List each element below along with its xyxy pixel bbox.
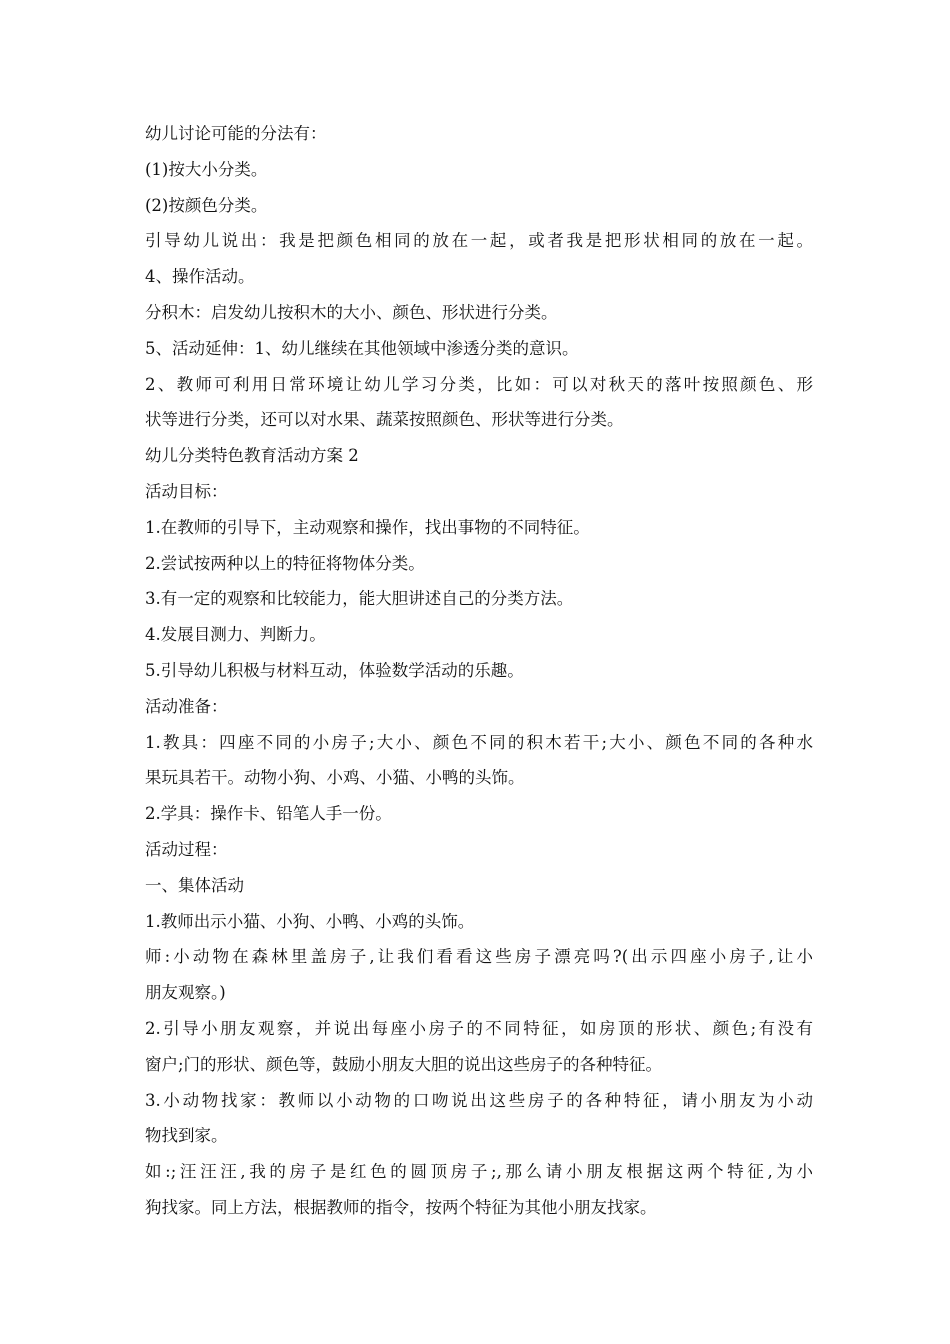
- text-line: 活动准备：: [145, 696, 228, 716]
- text-line: 活动过程：: [145, 839, 228, 859]
- text-line: 3.小动物找家：教师以小动物的口吻说出这些房子的各种特征，请小朋友为小动: [145, 1090, 813, 1110]
- text-line: 一、集体活动: [145, 875, 244, 895]
- text-line: 3.有一定的观察和比较能力，能大胆讲述自己的分类方法。: [145, 589, 574, 609]
- text-line: 如:;汪汪汪,我的房子是红色的圆顶房子;,那么请小朋友根据这两个特征,为小: [145, 1162, 813, 1182]
- text-line: 朋友观察。): [145, 983, 226, 1003]
- text-line: 幼儿讨论可能的分法有：: [145, 124, 327, 143]
- text-line: 5.引导幼儿积极与材料互动，体验数学活动的乐趣。: [145, 660, 524, 680]
- text-line: 活动目标：: [145, 481, 228, 501]
- text-line: 2.引导小朋友观察，并说出每座小房子的不同特征，如房顶的形状、颜色;有没有: [145, 1018, 813, 1038]
- text-line: 2.尝试按两种以上的特征将物体分类。: [145, 553, 425, 573]
- text-line: 物找到家。: [145, 1126, 228, 1146]
- text-line: 状等进行分类，还可以对水果、蔬菜按照颜色、形状等进行分类。: [145, 410, 624, 430]
- text-line: 1.在教师的引导下，主动观察和操作，找出事物的不同特征。: [145, 517, 590, 537]
- text-line: (1)按大小分类。: [145, 159, 268, 179]
- text-line: 5、活动延伸：1、幼儿继续在其他领域中渗透分类的意识。: [145, 338, 579, 358]
- text-line: 狗找家。同上方法，根据教师的指令，按两个特征为其他小朋友找家。: [145, 1197, 657, 1217]
- text-line: 果玩具若干。动物小狗、小鸡、小猫、小鸭的头饰。: [145, 768, 525, 788]
- section-heading: 幼儿分类特色教育活动方案 2: [145, 446, 359, 466]
- text-line: 窗户;门的形状、颜色等，鼓励小朋友大胆的说出这些房子的各种特征。: [145, 1054, 663, 1074]
- text-line: 4、操作活动。: [145, 267, 255, 287]
- text-line: 1.教师出示小猫、小狗、小鸭、小鸡的头饰。: [145, 911, 475, 931]
- text-line: 2.学具：操作卡、铅笔人手一份。: [145, 804, 392, 824]
- text-line: (2)按颜色分类。: [145, 195, 268, 215]
- text-line: 4.发展目测力、判断力。: [145, 625, 326, 645]
- text-line: 师:小动物在森林里盖房子,让我们看看这些房子漂亮吗?(出示四座小房子,让小: [145, 947, 813, 967]
- document-body: [145, 116, 813, 1226]
- text-line: 2、教师可利用日常环境让幼儿学习分类，比如：可以对秋天的落叶按照颜色、形: [145, 374, 813, 394]
- text-line: 1.教具：四座不同的小房子;大小、颜色不同的积木若干;大小、颜色不同的各种水: [145, 732, 813, 752]
- text-line: 引导幼儿说出：我是把颜色相同的放在一起，或者我是把形状相同的放在一起。: [145, 231, 813, 251]
- text-line: 分积木：启发幼儿按积木的大小、颜色、形状进行分类。: [145, 302, 558, 322]
